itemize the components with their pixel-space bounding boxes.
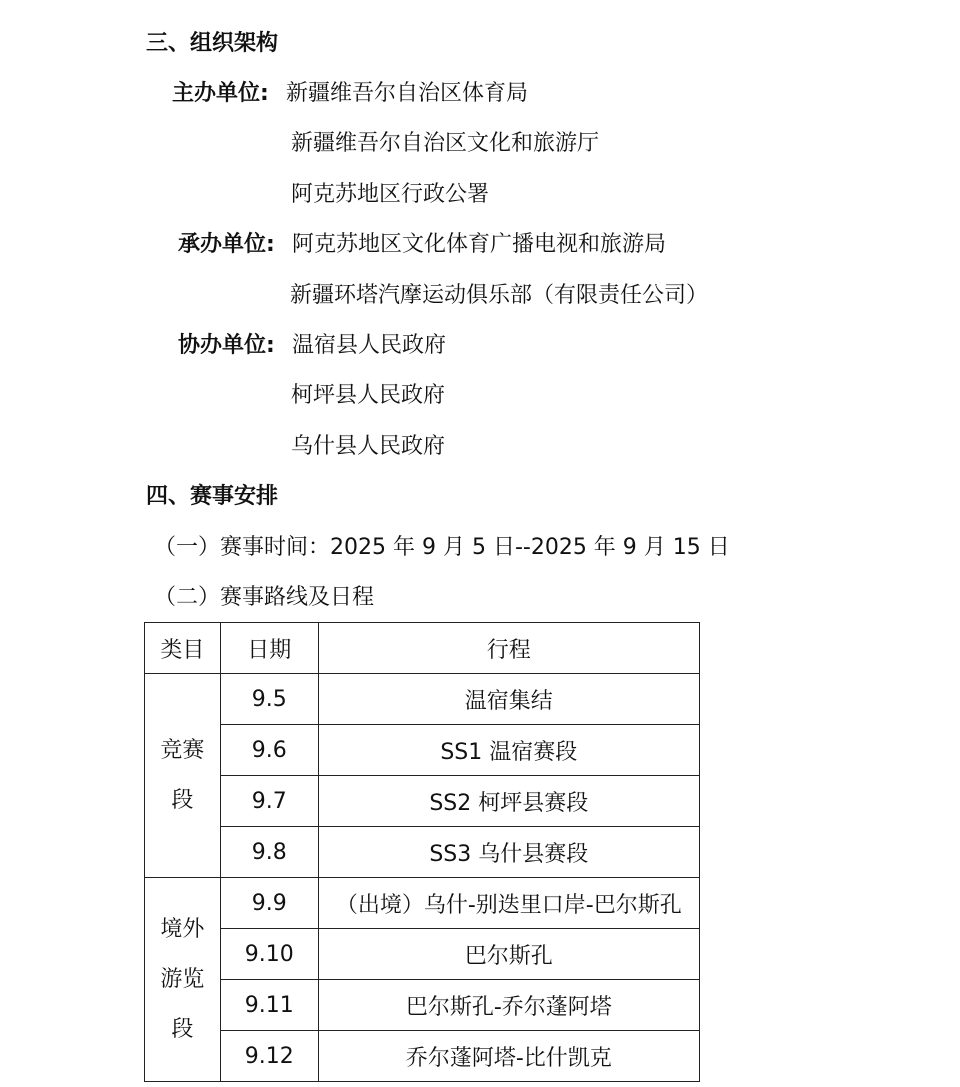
table-header-row (145, 623, 700, 674)
host-item: 新疆维吾尔自治区体育局 (286, 81, 529, 106)
event-time-line: （一）赛事时间：2025 年 9 月 5 日--2025 年 9 月 15 日 (154, 535, 730, 560)
organizer-label: 承办单位: (178, 232, 275, 257)
date-cell: 9.8 (220, 827, 318, 878)
table-row (145, 674, 700, 725)
date-cell: 9.11 (220, 980, 318, 1031)
host-item: 阿克苏地区行政公署 (291, 182, 490, 207)
table-row (145, 827, 700, 878)
coorganizer-label: 协办单位: (178, 333, 275, 358)
date-cell: 9.5 (220, 674, 318, 725)
table-row (145, 1031, 700, 1082)
route-cell: SS3 乌什县赛段 (318, 827, 699, 878)
route-cell: 巴尔斯孔 (318, 929, 699, 980)
table-row (145, 929, 700, 980)
date-cell: 9.7 (220, 776, 318, 827)
header-date: 日期 (220, 623, 318, 674)
header-category: 类目 (145, 623, 221, 674)
category-label: 竞赛段 (160, 737, 205, 813)
table-row (145, 878, 700, 929)
date-cell: 9.6 (220, 725, 318, 776)
date-cell: 9.12 (220, 1031, 318, 1082)
coorganizer-item: 乌什县人民政府 (291, 434, 446, 459)
date-cell: 9.9 (220, 878, 318, 929)
route-cell: 巴尔斯孔-乔尔蓬阿塔 (318, 980, 699, 1031)
category-cell (145, 674, 221, 878)
organizer-item: 新疆环塔汽摩运动俱乐部（有限责任公司） (290, 283, 709, 308)
date-cell: 9.10 (220, 929, 318, 980)
section-heading-schedule: 四、赛事安排 (146, 484, 279, 509)
organizer-item: 阿克苏地区文化体育广播电视和旅游局 (292, 232, 667, 257)
route-cell: （出境）乌什-别迭里口岸-巴尔斯孔 (318, 878, 699, 929)
table-row (145, 725, 700, 776)
schedule-table (144, 622, 700, 1082)
route-schedule-title: （二）赛事路线及日程 (154, 585, 375, 610)
route-cell: SS1 温宿赛段 (318, 725, 699, 776)
header-route: 行程 (318, 623, 699, 674)
coorganizer-item: 柯坪县人民政府 (291, 383, 446, 408)
route-cell: SS2 柯坪县赛段 (318, 776, 699, 827)
host-label: 主办单位: (172, 81, 269, 106)
table-row (145, 776, 700, 827)
route-cell: 温宿集结 (318, 674, 699, 725)
category-label: 境外游览段 (160, 916, 205, 1042)
section-heading-organization: 三、组织架构 (146, 31, 279, 56)
table-row (145, 980, 700, 1031)
coorganizer-item: 温宿县人民政府 (292, 333, 447, 358)
route-cell: 乔尔蓬阿塔-比什凯克 (318, 1031, 699, 1082)
host-item: 新疆维吾尔自治区文化和旅游厅 (291, 131, 600, 156)
category-cell (145, 878, 221, 1082)
